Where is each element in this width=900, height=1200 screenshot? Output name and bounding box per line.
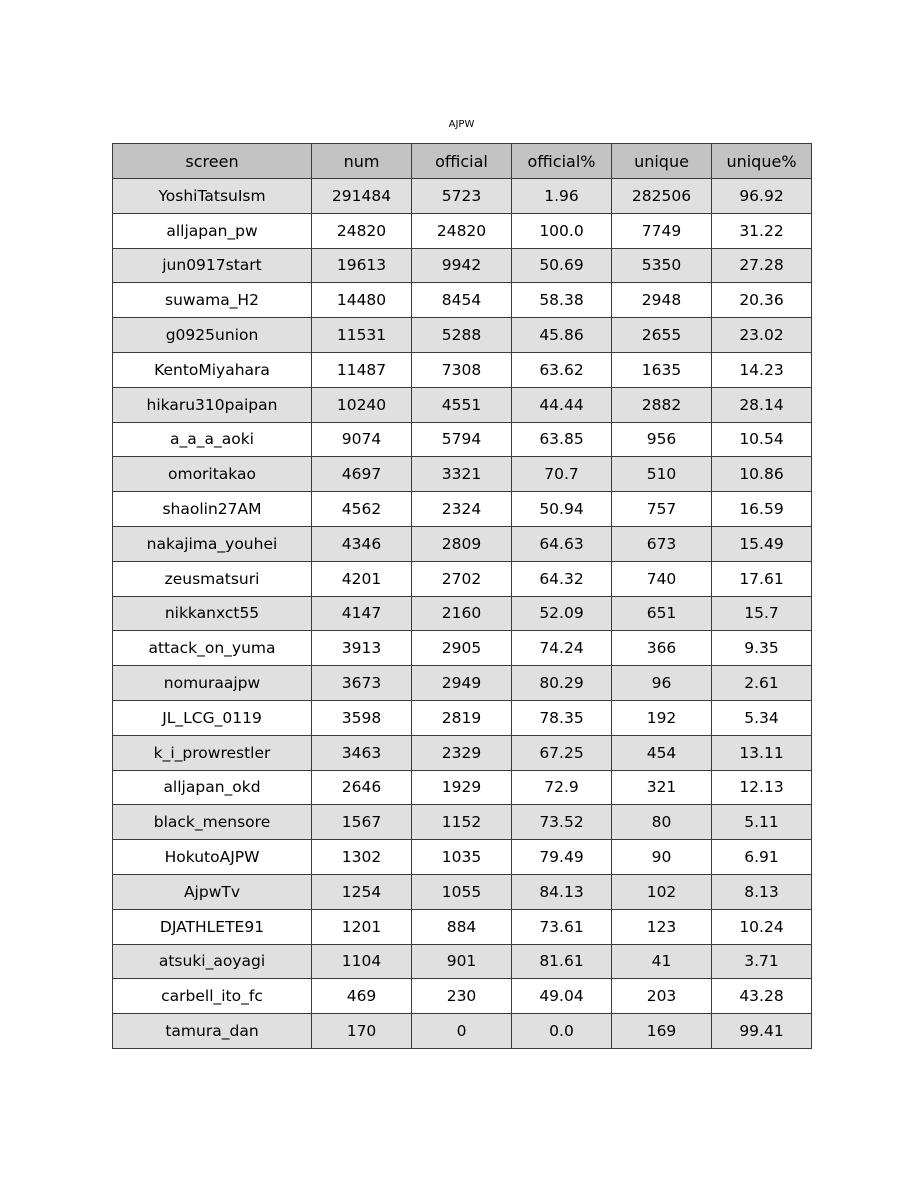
chart-title: AJPW [448,119,475,130]
value-cell: 64.63 [512,526,612,561]
value-cell: 2905 [412,631,512,666]
value-cell: 169 [612,1014,712,1049]
table-row [113,1014,812,1049]
value-cell: 0.0 [512,1014,612,1049]
value-cell: 510 [612,457,712,492]
screen-name-cell: alljapan_pw [113,213,312,248]
screen-name-cell: tamura_dan [113,1014,312,1049]
value-cell: 469 [312,979,412,1014]
value-cell: 8454 [412,283,512,318]
screen-name-cell: zeusmatsuri [113,561,312,596]
value-cell: 4346 [312,526,412,561]
value-cell: 5350 [612,248,712,283]
value-cell: 3.71 [712,944,812,979]
screen-name-cell: suwama_H2 [113,283,312,318]
value-cell: 2.61 [712,666,812,701]
value-cell: 3598 [312,700,412,735]
value-cell: 67.25 [512,735,612,770]
value-cell: 70.7 [512,457,612,492]
screen-name-cell: carbell_ito_fc [113,979,312,1014]
screen-name-cell: YoshiTatsuIsm [113,179,312,214]
value-cell: 10.86 [712,457,812,492]
table-row [113,979,812,1014]
value-cell: 901 [412,944,512,979]
ajpw-stats-table [112,143,812,1049]
column-header-screen: screen [113,144,312,179]
value-cell: 1567 [312,805,412,840]
value-cell: 96 [612,666,712,701]
value-cell: 14.23 [712,352,812,387]
table-figure [112,118,811,1049]
table-row [113,770,812,805]
value-cell: 757 [612,492,712,527]
screen-name-cell: DJATHLETE91 [113,909,312,944]
screen-name-cell: KentoMiyahara [113,352,312,387]
value-cell: 78.35 [512,700,612,735]
table-row [113,457,812,492]
value-cell: 366 [612,631,712,666]
value-cell: 2646 [312,770,412,805]
column-header-num: num [312,144,412,179]
value-cell: 11531 [312,318,412,353]
table-row [113,318,812,353]
header-row [113,144,812,179]
value-cell: 1035 [412,840,512,875]
value-cell: 50.94 [512,492,612,527]
table-row [113,735,812,770]
value-cell: 2324 [412,492,512,527]
value-cell: 3463 [312,735,412,770]
value-cell: 1055 [412,874,512,909]
value-cell: 15.7 [712,596,812,631]
column-header-official: official [412,144,512,179]
value-cell: 4697 [312,457,412,492]
table-row [113,492,812,527]
value-cell: 5.11 [712,805,812,840]
screen-name-cell: g0925union [113,318,312,353]
value-cell: 2948 [612,283,712,318]
value-cell: 5723 [412,179,512,214]
screen-name-cell: black_mensore [113,805,312,840]
value-cell: 24820 [312,213,412,248]
table-row [113,352,812,387]
value-cell: 321 [612,770,712,805]
table-row [113,700,812,735]
screen-name-cell: jun0917start [113,248,312,283]
screen-name-cell: nikkanxct55 [113,596,312,631]
table-header [113,144,812,179]
value-cell: 3673 [312,666,412,701]
value-cell: 10.24 [712,909,812,944]
table-row [113,422,812,457]
screen-name-cell: k_i_prowrestler [113,735,312,770]
value-cell: 64.32 [512,561,612,596]
value-cell: 80.29 [512,666,612,701]
table-row [113,179,812,214]
value-cell: 63.62 [512,352,612,387]
value-cell: 1929 [412,770,512,805]
screen-name-cell: atsuki_aoyagi [113,944,312,979]
value-cell: 63.85 [512,422,612,457]
table-row [113,840,812,875]
value-cell: 3321 [412,457,512,492]
value-cell: 291484 [312,179,412,214]
value-cell: 7749 [612,213,712,248]
table-row [113,805,812,840]
screen-name-cell: a_a_a_aoki [113,422,312,457]
screen-name-cell: omoritakao [113,457,312,492]
value-cell: 45.86 [512,318,612,353]
value-cell: 9.35 [712,631,812,666]
table-row [113,596,812,631]
value-cell: 2160 [412,596,512,631]
value-cell: 1.96 [512,179,612,214]
screen-name-cell: shaolin27AM [113,492,312,527]
value-cell: 50.69 [512,248,612,283]
value-cell: 52.09 [512,596,612,631]
value-cell: 96.92 [712,179,812,214]
value-cell: 673 [612,526,712,561]
value-cell: 8.13 [712,874,812,909]
table-row [113,944,812,979]
value-cell: 740 [612,561,712,596]
value-cell: 81.61 [512,944,612,979]
value-cell: 1104 [312,944,412,979]
table-row [113,909,812,944]
value-cell: 2329 [412,735,512,770]
value-cell: 16.59 [712,492,812,527]
value-cell: 192 [612,700,712,735]
table-row [113,874,812,909]
value-cell: 23.02 [712,318,812,353]
value-cell: 9942 [412,248,512,283]
screen-name-cell: HokutoAJPW [113,840,312,875]
screen-name-cell: AjpwTv [113,874,312,909]
value-cell: 651 [612,596,712,631]
value-cell: 5288 [412,318,512,353]
value-cell: 17.61 [712,561,812,596]
value-cell: 10240 [312,387,412,422]
value-cell: 2809 [412,526,512,561]
value-cell: 2655 [612,318,712,353]
value-cell: 123 [612,909,712,944]
value-cell: 99.41 [712,1014,812,1049]
value-cell: 84.13 [512,874,612,909]
value-cell: 14480 [312,283,412,318]
value-cell: 203 [612,979,712,1014]
value-cell: 170 [312,1014,412,1049]
screen-name-cell: nomuraajpw [113,666,312,701]
value-cell: 282506 [612,179,712,214]
value-cell: 12.13 [712,770,812,805]
value-cell: 13.11 [712,735,812,770]
value-cell: 4147 [312,596,412,631]
value-cell: 1635 [612,352,712,387]
value-cell: 15.49 [712,526,812,561]
value-cell: 5794 [412,422,512,457]
value-cell: 6.91 [712,840,812,875]
value-cell: 44.44 [512,387,612,422]
value-cell: 10.54 [712,422,812,457]
value-cell: 884 [412,909,512,944]
column-header-unique-pct: unique% [712,144,812,179]
value-cell: 1302 [312,840,412,875]
screen-name-cell: JL_LCG_0119 [113,700,312,735]
value-cell: 27.28 [712,248,812,283]
value-cell: 1152 [412,805,512,840]
value-cell: 3913 [312,631,412,666]
screen-name-cell: alljapan_okd [113,770,312,805]
table-row [113,387,812,422]
value-cell: 9074 [312,422,412,457]
table-row [113,526,812,561]
value-cell: 74.24 [512,631,612,666]
table-row [113,213,812,248]
value-cell: 90 [612,840,712,875]
value-cell: 31.22 [712,213,812,248]
value-cell: 1201 [312,909,412,944]
value-cell: 20.36 [712,283,812,318]
table-row [113,666,812,701]
value-cell: 73.61 [512,909,612,944]
column-header-official-pct: official% [512,144,612,179]
value-cell: 41 [612,944,712,979]
value-cell: 11487 [312,352,412,387]
value-cell: 2882 [612,387,712,422]
value-cell: 72.9 [512,770,612,805]
value-cell: 2949 [412,666,512,701]
table-row [113,283,812,318]
value-cell: 80 [612,805,712,840]
value-cell: 58.38 [512,283,612,318]
value-cell: 19613 [312,248,412,283]
value-cell: 4201 [312,561,412,596]
table-row [113,248,812,283]
value-cell: 4551 [412,387,512,422]
value-cell: 28.14 [712,387,812,422]
value-cell: 4562 [312,492,412,527]
column-header-unique: unique [612,144,712,179]
screen-name-cell: nakajima_youhei [113,526,312,561]
value-cell: 5.34 [712,700,812,735]
value-cell: 956 [612,422,712,457]
table-row [113,561,812,596]
value-cell: 43.28 [712,979,812,1014]
value-cell: 2819 [412,700,512,735]
screen-name-cell: attack_on_yuma [113,631,312,666]
value-cell: 2702 [412,561,512,596]
value-cell: 24820 [412,213,512,248]
value-cell: 102 [612,874,712,909]
value-cell: 100.0 [512,213,612,248]
screen-name-cell: hikaru310paipan [113,387,312,422]
table-row [113,631,812,666]
value-cell: 7308 [412,352,512,387]
value-cell: 73.52 [512,805,612,840]
value-cell: 49.04 [512,979,612,1014]
value-cell: 79.49 [512,840,612,875]
value-cell: 1254 [312,874,412,909]
table-body [113,179,812,1049]
value-cell: 454 [612,735,712,770]
value-cell: 0 [412,1014,512,1049]
value-cell: 230 [412,979,512,1014]
